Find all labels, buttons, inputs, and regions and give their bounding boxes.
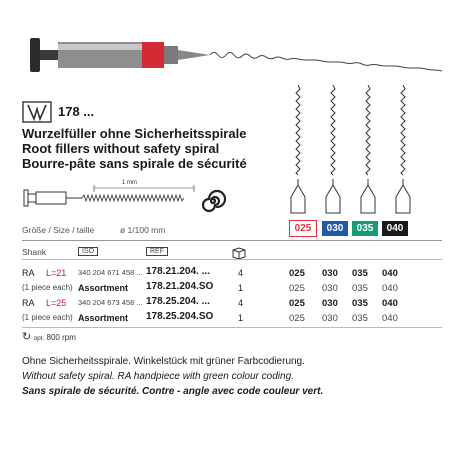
footer-de: Ohne Sicherheitsspirale. Winkelstück mit grüner Farbcodierung. [22, 356, 305, 367]
ruler-label: 1 mm [122, 180, 137, 186]
size-badge-030: 030 [322, 221, 348, 236]
title-en: Root fillers without safety spiral [22, 141, 220, 156]
title-fr: Bourre-pâte sans spirale de sécurité [22, 156, 247, 171]
technical-drawing [22, 180, 200, 214]
product-code: 178 ... [58, 104, 95, 119]
footer-fr: Sans spirale de sécurité. Contre - angle avec code couleur vert. [22, 386, 324, 397]
shank-latch [30, 38, 40, 72]
iso-header: ISO [78, 247, 98, 256]
size-unit: ø 1/100 mm [120, 225, 166, 235]
table-row: (1 piece each) Assortment 178.21.204.SO 1 025 030 035 040 [22, 281, 398, 294]
footer-en: Without safety spiral. RA handpiece with green colour coding. [22, 371, 294, 382]
spiral-symbol-icon [200, 188, 226, 214]
title-de: Wurzelfüller ohne Sicherheitsspirale [22, 126, 247, 141]
ref-header: REF [146, 247, 168, 256]
size-instruments-image [285, 85, 435, 220]
spiral-filler [210, 53, 442, 72]
table-row: RA L=21 340 204 671 458 ... 178.21.204. ... 4 025 030 035 040 [22, 266, 398, 279]
table-row: (1 piece each) Assortment 178.25.204.SO 1 025 030 035 040 [22, 311, 398, 324]
divider [22, 240, 442, 241]
product-logo-icon [22, 101, 52, 123]
size-badge-025: 025 [289, 220, 317, 237]
rotation-icon: ↻ [22, 331, 32, 343]
rpm-info: ↻ opt. 800 rpm [22, 331, 76, 343]
size-badge-035: 035 [352, 221, 378, 236]
size-badge-040: 040 [382, 221, 408, 236]
table-row: RA L=25 340 204 673 458 ... 178.25.204. ... 4 025 030 035 040 [22, 296, 398, 309]
size-label: Größe / Size / taille [22, 225, 95, 235]
color-ring [142, 42, 164, 68]
shank-header: Shank [22, 247, 47, 257]
table-header [0, 245, 452, 259]
